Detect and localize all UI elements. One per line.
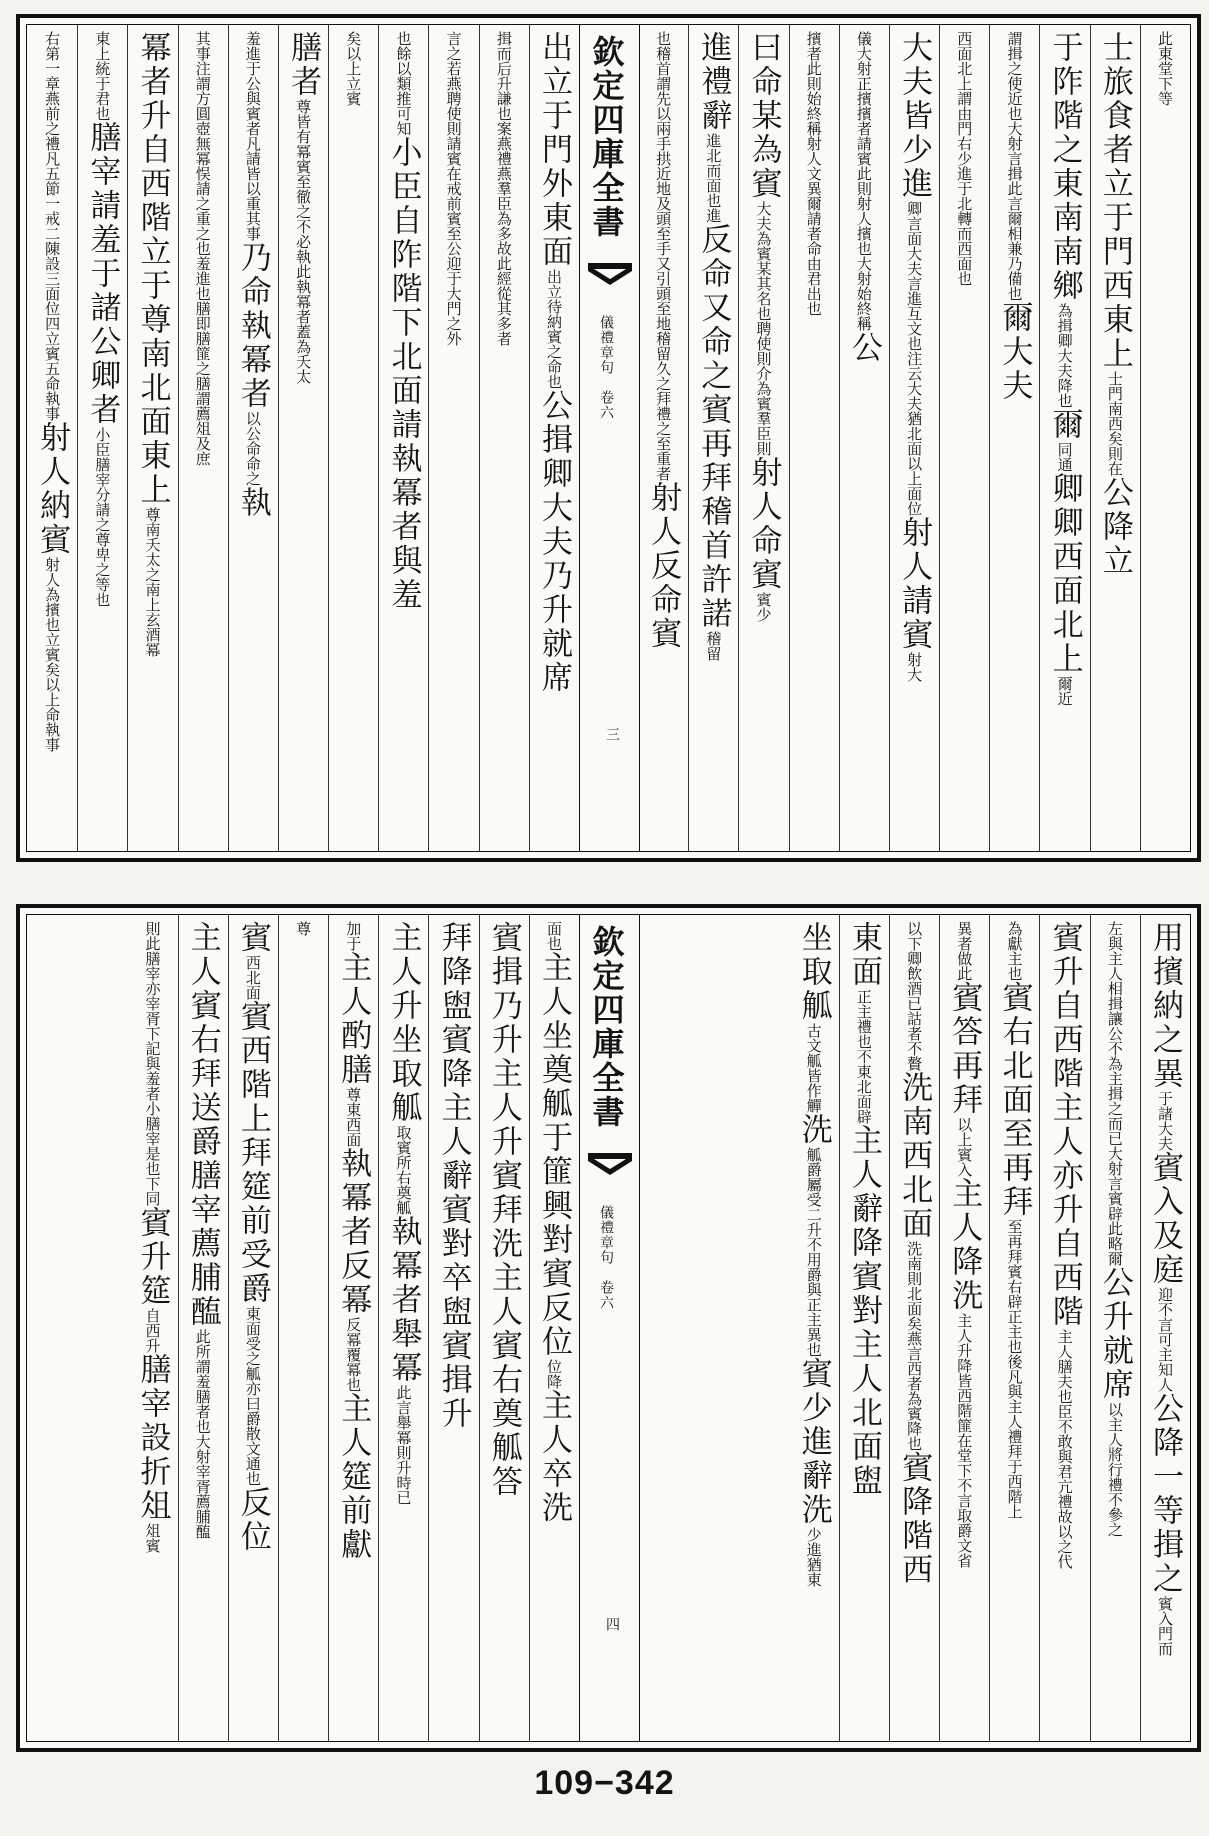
annotation-text: 東面受之觚亦曰爵散文通也 [243, 1306, 262, 1486]
text-column [328, 915, 378, 1741]
annotation-text: 以主人將行禮不參之 [1105, 1402, 1124, 1537]
bottom-left-text-block [27, 915, 579, 1741]
text-column [378, 915, 428, 1741]
main-text: 大夫皆少進 [896, 31, 933, 201]
center-fold-column [579, 25, 640, 851]
main-text: 主人酌膳 [335, 951, 372, 1087]
text-column [1140, 25, 1190, 851]
annotation-text: 出立待納賓之命也 [545, 269, 563, 389]
main-text: 反命 [695, 223, 732, 291]
annotation-text: 古文觚皆作觶 [804, 1023, 823, 1113]
annotation-text: 為揖卿大夫降也 [1055, 303, 1074, 408]
annotation-text: 取賓所右奠觚 [394, 1125, 413, 1215]
annotation-text: 位降 [545, 1359, 563, 1389]
annotation-text: 西北面 [243, 955, 262, 1000]
annotation-text: 則此膳宰亦宰胥下記與羞者小膳宰是也下同 [143, 921, 162, 1206]
annotation-text: 尊南夭太之南上玄酒冪 [143, 507, 162, 657]
annotation-text: 也稽首謂先以兩手拱近地及頭至手又引頭至地稽留久之拜禮之至重者 [654, 31, 673, 481]
main-text: 曰命某為賓 [745, 31, 782, 201]
annotation-text: 進北而面也進 [704, 133, 723, 223]
text-column [789, 25, 839, 851]
annotation-text: 爾近 [1055, 676, 1074, 706]
main-text: 賓降階西 [896, 1451, 933, 1587]
main-text: 膳宰請羞于諸公卿者 [84, 121, 121, 427]
main-text: 射人反命 [645, 481, 682, 617]
annotation-text: 為獻主也 [1005, 921, 1024, 981]
main-text: 公降立 [1096, 476, 1133, 578]
main-text: 于阼階之東南南鄉 [1046, 31, 1083, 303]
main-text: 執冪者反冪 [335, 1147, 372, 1317]
text-column [889, 915, 939, 1741]
annotation-text: 請之重之也羞進也膳即膳篚之膳謂薦俎及庶 [193, 181, 212, 466]
main-text: 乃命執冪者 [234, 241, 271, 411]
footer-page-number: 109−342 [534, 1764, 675, 1802]
annotation-text: 此言舉冪則升時已 [394, 1385, 413, 1505]
annotation-text: 迎不言可主知人 [1156, 1287, 1174, 1392]
main-text: 賓降 [435, 1023, 472, 1091]
main-text: 賓答再拜 [946, 981, 983, 1117]
annotation-text: 拜于西階上 [1005, 1444, 1024, 1519]
annotation-text: 揖而后升謙也案燕禮燕羣臣為多故此經從其多者 [494, 31, 513, 346]
text-column [1039, 915, 1089, 1741]
page-frame [26, 24, 1191, 852]
annotation-text: 以上賓入 [955, 1117, 974, 1177]
main-text: 興對 [536, 1189, 572, 1257]
main-text: 射人請賓 [896, 516, 933, 652]
main-text: 賓西階上拜 [234, 1000, 271, 1170]
main-text: 公升就席 [1096, 1266, 1133, 1402]
main-text: 賓 [645, 617, 682, 651]
main-text: 賓拜洗 [485, 1159, 522, 1261]
main-text: 東面 [845, 921, 882, 989]
main-text: 主人筵前獻 [335, 1392, 372, 1562]
main-text: 賓對 [845, 1260, 882, 1328]
main-text: 賓右北面至再拜 [996, 981, 1033, 1219]
annotation-text: 射大 [905, 652, 924, 682]
main-text: 賓升自西階 [1046, 921, 1083, 1091]
text-column [278, 915, 328, 1741]
page-frame [26, 914, 1191, 1742]
text-column [328, 25, 378, 851]
main-text: 卿卿西面北上 [1046, 472, 1083, 676]
annotation-text: 矣以上立賓 [344, 31, 363, 106]
text-column [889, 25, 939, 851]
main-text: 膳宰設折俎 [134, 1353, 171, 1523]
main-text: 立于尊南 [134, 235, 171, 371]
main-text: 膳宰薦脯醢 [184, 1159, 221, 1329]
text-column [688, 25, 738, 851]
annotation-text: 左與主人相揖讓公不為主揖之而已大射言賓辟此略爾 [1105, 921, 1124, 1266]
center-title: 欽定四庫全書 [587, 925, 626, 1129]
main-text: 主人升 [485, 1057, 522, 1159]
annotation-text: 東上統于君也 [93, 31, 112, 121]
main-text: 主人降洗 [946, 1177, 983, 1313]
text-column [127, 915, 177, 1741]
text-column [278, 25, 328, 851]
main-text: 小臣自阼階下北面請執冪者與羞 [385, 136, 422, 612]
main-text: 又命之 [695, 291, 732, 393]
annotation-text: 少進猶東 [804, 1527, 823, 1587]
center-leaf-number: 三 [604, 727, 620, 741]
center-book-volume: 儀禮章句 卷六 [598, 315, 614, 420]
annotation-text: 俎賓 [143, 1523, 162, 1553]
text-column [939, 25, 989, 851]
annotation-text: 擯者此則始終稱射人文異爾請者命由君出也 [804, 31, 823, 316]
main-text: 射人納賓 [34, 421, 71, 557]
main-text: 射人命賓 [745, 456, 782, 592]
text-column [479, 915, 529, 1741]
annotation-text: 西面北上謂由門右少進于北轉而西面也 [955, 31, 974, 286]
annotation-text: 同通 [1055, 442, 1074, 472]
main-text: 降盥 [435, 955, 472, 1023]
annotation-text: 也餘以類推可知 [394, 31, 413, 136]
text-column [1140, 915, 1190, 1741]
main-text: 主人賓右奠觚答 [485, 1261, 522, 1499]
text-column [127, 25, 177, 851]
text-column [989, 915, 1039, 1741]
annotation-text: 觚爵屬受二升不用爵與正主異也 [804, 1147, 823, 1357]
text-column [989, 25, 1039, 851]
annotation-text: 大夫為賓某其名也聘使則介為賓羣臣則 [754, 201, 773, 456]
text-column [479, 25, 529, 851]
annotation-text: 自西升 [143, 1308, 162, 1353]
annotation-text: 卿言面大夫言進互文也注云大夫猶北面以上面位 [905, 201, 924, 516]
annotation-text: 加于 [344, 921, 363, 951]
text-column [27, 25, 77, 851]
annotation-text: 至再拜賓右辟正主也後凡與主人禮 [1005, 1219, 1024, 1444]
center-leaf-number: 四 [604, 1617, 620, 1631]
page-top [16, 14, 1201, 862]
annotation-text: 羞進于公與賓者凡請皆以重其事 [243, 31, 262, 241]
text-column [77, 25, 127, 851]
annotation-text: 言之若燕聘使則請賓在戒前賓至公迎于大門之外 [444, 31, 463, 346]
main-text: 賓少進辭洗 [795, 1357, 832, 1527]
main-text: 賓對 [435, 1193, 472, 1261]
text-column [228, 25, 278, 851]
annotation-text: 此所謂羞膳者也大射宰胥薦脯醢 [193, 1329, 212, 1539]
annotation-text: 于諸大夫 [1156, 1091, 1174, 1151]
main-text: 坐取觚 [795, 921, 832, 1023]
annotation-text: 此東堂下等 [1156, 31, 1174, 106]
annotation-text: 以公命命之 [243, 411, 262, 486]
bottom-right-text-block [638, 915, 1190, 1741]
main-text: 主人辭 [435, 1091, 472, 1193]
main-text: 士旅食者立于門西東上 [1096, 31, 1133, 371]
annotation-text: 謂揖之使近也大射言揖此言爾相兼乃備也 [1005, 31, 1024, 301]
text-column [378, 25, 428, 851]
main-text: 筵前受爵 [234, 1170, 271, 1306]
main-text: 主人亦升自西階 [1046, 1091, 1083, 1329]
main-text: 賓 [234, 921, 271, 955]
text-column [1090, 915, 1140, 1741]
text-column [1039, 25, 1089, 851]
main-text: 主人北面盥 [845, 1328, 882, 1498]
text-column [939, 915, 989, 1741]
main-text: 拜 [435, 921, 472, 955]
text-column [839, 915, 889, 1741]
main-text: 公揖卿大夫 [536, 389, 572, 559]
main-text: 主人升 [385, 921, 422, 1023]
annotation-text: 儀大射正擯擯者請賓此則射人擯也大射始終稱 [854, 31, 873, 331]
annotation-text: 尊皆有冪賓至徹之不必執此執冪者蓋為夭太 [294, 99, 313, 384]
annotation-text: 射人為擯也立賓矣以上命執事 [43, 557, 62, 752]
main-text: 執冪者舉冪 [385, 1215, 422, 1385]
main-text: 賓揖乃升 [485, 921, 522, 1057]
main-text: 賓反位 [536, 1257, 572, 1359]
main-text: 洗南西北面 [896, 1071, 933, 1241]
annotation-text: 洗南則北面矣燕言西者為賓降也 [905, 1241, 924, 1451]
text-column [638, 25, 688, 851]
annotation-text: 其事注謂方圓壺無冪悮 [193, 31, 212, 181]
main-text: 賓揖升 [435, 1329, 472, 1431]
text-column [178, 25, 228, 851]
text-column [738, 25, 788, 851]
main-text: 用擯納之異 [1147, 921, 1183, 1091]
main-text: 洗 [795, 1113, 832, 1147]
text-column [529, 25, 579, 851]
fishtail-ornament-icon [588, 263, 632, 289]
annotation-text: 尊 [294, 921, 313, 936]
main-text: 乃升就席 [536, 559, 572, 695]
main-text: 坐取觚 [385, 1023, 422, 1125]
main-text: 主人坐奠觚于篚 [536, 951, 572, 1189]
annotation-text: 正主禮也不東北面辟 [854, 989, 873, 1124]
top-right-text-block [638, 25, 1190, 851]
main-text: 反位 [234, 1486, 271, 1554]
annotation-text: 主人升降皆西階篚在堂下不言取爵文省 [955, 1313, 974, 1568]
text-column [178, 915, 228, 1741]
main-text: 主人辭降 [845, 1124, 882, 1260]
main-text: 公降一等揖之 [1147, 1392, 1183, 1596]
text-column [428, 915, 478, 1741]
annotation-text: 賓少 [754, 592, 773, 622]
text-column [1090, 25, 1140, 851]
annotation-text: 異者做此 [955, 921, 974, 981]
main-text: 主人賓右拜送爵 [184, 921, 221, 1159]
main-text: 主人卒洗 [536, 1389, 572, 1525]
main-text: 執 [234, 486, 271, 520]
center-fold-column [579, 915, 640, 1741]
main-text: 賓再拜稽首許諾 [695, 393, 732, 631]
annotation-text: 右第一章燕前之禮凡五節一戒二陳設三面位四立賓五命執事 [43, 31, 62, 421]
main-text: 進禮辭 [695, 31, 732, 133]
text-column [789, 915, 839, 1741]
annotation-text: 以下卿飲酒已詁者不贅 [905, 921, 924, 1071]
annotation-text: 主人膳夫也臣不敢與君亢禮故以之代 [1055, 1329, 1074, 1569]
main-text: 卒盥 [435, 1261, 472, 1329]
center-book-volume: 儀禮章句 卷六 [598, 1205, 614, 1310]
main-text: 爾 [1046, 408, 1083, 442]
fishtail-ornament-icon [588, 1153, 632, 1179]
main-text: 北面東上 [134, 371, 171, 507]
annotation-text: 尊東西面 [344, 1087, 363, 1147]
annotation-text: 小臣膳宰分請之尊卑之等也 [93, 427, 112, 607]
center-title: 欽定四庫全書 [587, 35, 626, 239]
main-text: 出立于門外東面 [536, 31, 572, 269]
annotation-text: 反冪覆冪也 [344, 1317, 363, 1392]
main-text: 公 [845, 331, 882, 365]
main-text: 膳者 [285, 31, 322, 99]
text-column [428, 25, 478, 851]
main-text: 冪者升自西階 [134, 31, 171, 235]
annotation-text: 賓入門而 [1156, 1596, 1174, 1656]
main-text: 爾大夫 [996, 301, 1033, 403]
main-text: 賓升筵 [134, 1206, 171, 1308]
annotation-text: 士門南西矣則在 [1105, 371, 1124, 476]
annotation-text: 面也 [545, 921, 563, 951]
text-column [839, 25, 889, 851]
annotation-text: 稽留 [704, 631, 723, 661]
top-left-text-block [27, 25, 579, 851]
page-bottom [16, 904, 1201, 1752]
text-column [228, 915, 278, 1741]
main-text: 賓入及庭 [1147, 1151, 1183, 1287]
text-column [529, 915, 579, 1741]
